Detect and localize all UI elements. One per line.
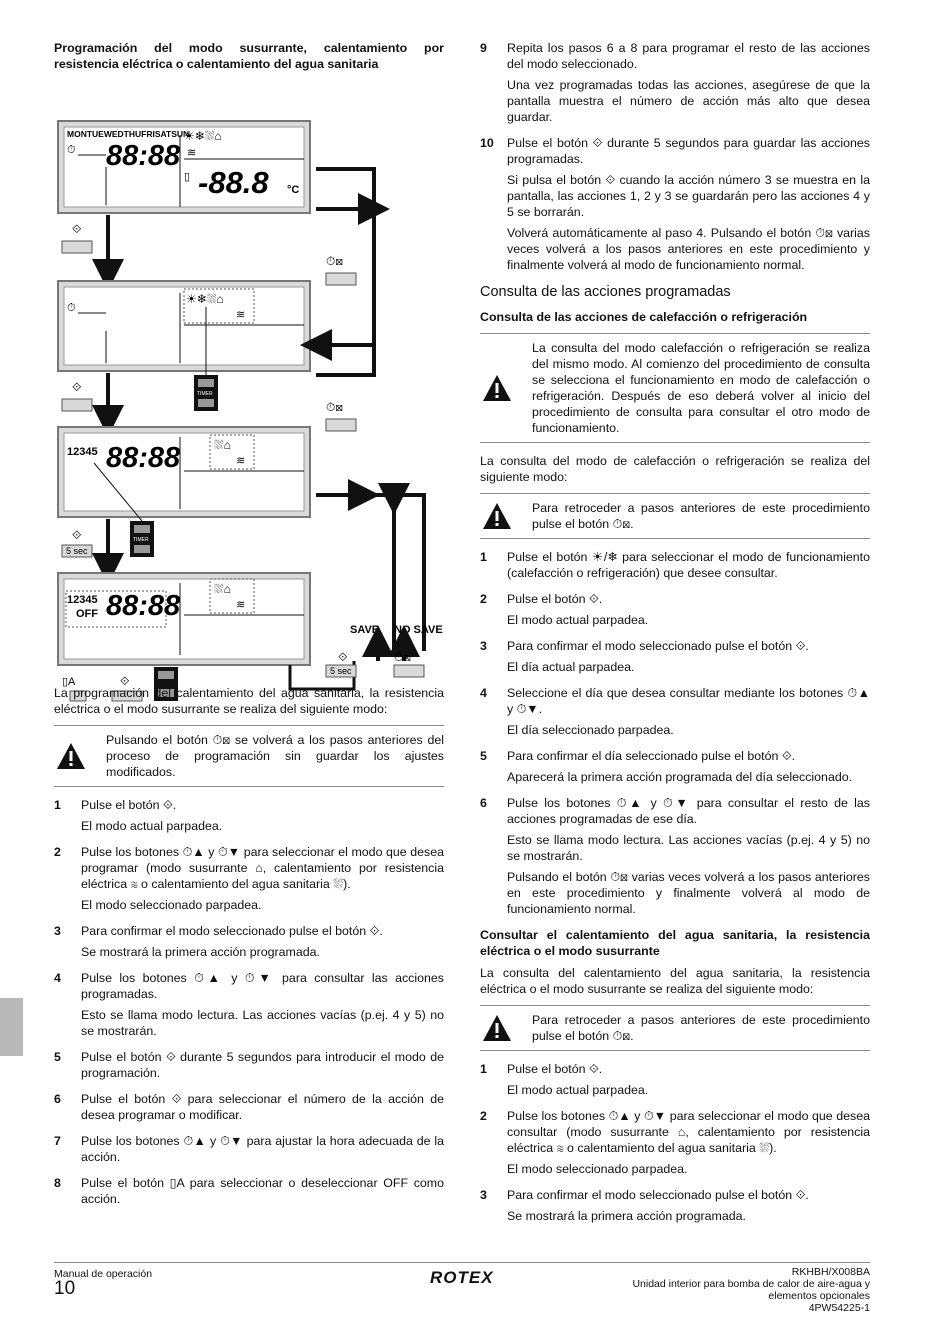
five-sec-label-1: 5 sec (66, 546, 88, 556)
svg-text:TIMER: TIMER (133, 537, 149, 543)
step-item (480, 1108, 870, 1177)
step-item (480, 748, 870, 785)
step-sub: Una vez programadas todas las acciones, asegúrese de que la pantalla muestra el número de acción más alto que desea guardar. (507, 78, 870, 124)
intro-1: La consulta del modo de calefacción o refrigeración se realiza del siguiente modo: (480, 454, 870, 484)
step-sub: Se mostrará la primera acción programada. (81, 945, 320, 959)
footer-code: 4PW54225-1 (808, 1302, 870, 1314)
step-sub: El día seleccionado parpadea. (507, 723, 674, 737)
timer-key-1[interactable] (194, 375, 218, 411)
step-number: 3 (480, 1188, 487, 1202)
warning-icon (482, 1014, 512, 1042)
step-number: 1 (480, 1062, 487, 1076)
step-text: Pulse el botón ⟐. (507, 592, 603, 606)
step-text: Pulse el botón ⟐. (507, 1062, 603, 1076)
step-number: 5 (480, 749, 487, 763)
step-text: Para confirmar el modo seleccionado pulse el botón ⟐. (507, 639, 809, 653)
sub2-title: Consultar el calentamiento del agua sanitaria, la resistencia eléctrica o el modo susurrante (480, 928, 870, 958)
step-text: Pulse los botones ⏱▲ y ⏱▼ para seleccionar el modo que desea programar (modo susurrante ⌂, calentamiento por resistencia eléctrica ≋ o calentamiento del agua sanitaria ⛆). (81, 845, 444, 891)
step-sub: El modo seleccionado parpadea. (81, 898, 262, 912)
left-column (54, 40, 444, 1217)
step-sub: Volverá automáticamente al paso 4. Pulsando el botón ⏱⊠ varias veces volverá a los pasos anteriores en este procedimiento y finalmente volverá al modo de funcionamiento normal. (507, 226, 870, 272)
warning-icon (482, 502, 512, 530)
svg-text:≋: ≋ (236, 599, 246, 611)
temp-display: -88.8 (198, 165, 269, 200)
step-text: Para confirmar el modo seleccionado pulse el botón ⟐. (507, 1188, 809, 1202)
step-sub: El modo actual parpadea. (81, 819, 223, 833)
step-sub: Esto se llama modo lectura. Las acciones vacías (p.ej. 4 y 5) no se mostrarán. (507, 833, 870, 863)
footer-model: RKHBH/X008BA (791, 1266, 870, 1278)
step-number: 3 (54, 924, 61, 938)
action-numbers: 12345 (67, 446, 98, 458)
right-column (480, 40, 870, 1234)
back-icon: ⏱⊠ (326, 254, 343, 268)
footer-right (632, 1266, 870, 1314)
warning-icon (56, 742, 86, 770)
step-number: 3 (480, 639, 487, 653)
step-text: Pulse el botón ⟐ durante 5 segundos para guardar las acciones programadas. (507, 136, 870, 166)
save-label: SAVE (350, 624, 380, 636)
step-item (54, 1133, 444, 1165)
step-number: 2 (480, 1109, 487, 1123)
svg-text:TIMER: TIMER (197, 391, 213, 397)
step-number: 2 (54, 845, 61, 859)
heater-icon: ≋ (187, 147, 197, 159)
page-number: 10 (54, 1278, 76, 1299)
step-text: Pulse el botón ⟐ durante 5 segundos para introducir el modo de programación. (81, 1050, 444, 1080)
svg-text:⏱⊠: ⏱⊠ (394, 650, 411, 664)
thermo-icon: ▯ (184, 171, 191, 183)
warning-icon (482, 374, 512, 402)
svg-text:⛆⌂: ⛆⌂ (214, 438, 231, 452)
left-intro: La programación del calentamiento del agua sanitaria, la resistencia eléctrica o el modo susurrante se realiza del siguiente modo: (54, 686, 444, 716)
steps-c (480, 1061, 870, 1224)
step-sub: El modo seleccionado parpadea. (507, 1162, 688, 1176)
days-label: MONTUEWEDTHUFRISATSUN (67, 129, 190, 139)
section-title: Consulta de las acciones programadas (480, 284, 731, 300)
step-number: 10 (480, 136, 494, 150)
step-item (480, 685, 870, 738)
step-item (54, 970, 444, 1039)
step-number: 1 (54, 798, 61, 812)
svg-text:⟐: ⟐ (72, 380, 82, 394)
step-item (54, 1049, 444, 1081)
step-text: Repita los pasos 6 a 8 para programar el resto de las acciones del modo seleccionado. (507, 41, 870, 71)
mode-icons: ☀❄⛆⌂ (184, 129, 222, 143)
step-text: Seleccione el día que desea consultar mediante los botones ⏱▲ y ⏱▼. (507, 686, 870, 716)
step-sub: Pulsando el botón ⏱⊠ varias veces volverá a los pasos anteriores en este procedimiento y finalmente volverá al modo de funcionamiento normal. (507, 870, 870, 916)
step-item (54, 1175, 444, 1207)
step-number: 4 (480, 686, 487, 700)
step-text: Para confirmar el modo seleccionado pulse el botón ⟐. (81, 924, 383, 938)
step-text: Pulse los botones ⏱▲ y ⏱▼ para seleccionar el modo que desea consultar (modo susurrante ⌂, calentamiento por resistencia eléctrica ≋ o calentamiento del agua sanitaria ⛆). (507, 1109, 870, 1155)
warning-2: Para retroceder a pasos anteriores de este procedimiento pulse el botón ⏱⊠. (480, 493, 870, 539)
clock-display-4: 88:88 (106, 590, 181, 622)
step-text: Pulse el botón ⟐. (81, 798, 177, 812)
svg-text:⏱⊠: ⏱⊠ (326, 400, 343, 414)
off-label: OFF (76, 608, 98, 620)
step-number: 1 (480, 550, 487, 564)
svg-text:⏱: ⏱ (67, 302, 76, 314)
step-number: 5 (54, 1050, 61, 1064)
step-item (480, 40, 870, 125)
lcd-panel-2 (58, 281, 310, 375)
step-number: 9 (480, 41, 487, 55)
lcd-panel-3 (58, 427, 310, 517)
timer-key-2[interactable] (130, 521, 154, 557)
svg-text:⟐: ⟐ (72, 222, 82, 236)
footer-desc1: Unidad interior para bomba de calor de aire-agua y (632, 1278, 870, 1290)
step-number: 6 (54, 1092, 61, 1106)
footer-rule (54, 1262, 870, 1263)
step-number: 7 (54, 1134, 61, 1148)
left-heading: Programación del modo susurrante, calentamiento por resistencia eléctrica o calentamiento del agua sanitaria (54, 41, 444, 71)
svg-text:≋: ≋ (236, 309, 246, 321)
svg-text:⟐: ⟐ (72, 528, 82, 542)
step-item (480, 638, 870, 675)
svg-text:⟐: ⟐ (338, 650, 348, 664)
intro-2: La consulta del calentamiento del agua sanitaria, la resistencia eléctrica o el modo susurrante se realiza del siguiente modo: (480, 966, 870, 996)
step-item (54, 797, 444, 834)
step-item (54, 923, 444, 960)
step-sub: El día actual parpadea. (507, 660, 635, 674)
footer-desc2: elementos opcionales (768, 1290, 870, 1302)
clock-display: 88:88 (106, 140, 181, 172)
warning-3: Para retroceder a pasos anteriores de este procedimiento pulse el botón ⏱⊠. (480, 1005, 870, 1051)
clock-icon: ⏱ (67, 144, 76, 156)
step-sub: Esto se llama modo lectura. Las acciones vacías (p.ej. 4 y 5) no se mostrarán. (81, 1008, 444, 1038)
step-item (480, 591, 870, 628)
step-sub: Se mostrará la primera acción programada. (507, 1209, 746, 1223)
rotex-logo: ROTEX (430, 1268, 494, 1287)
svg-text:⛆⌂: ⛆⌂ (214, 582, 231, 596)
svg-text:≋: ≋ (236, 455, 246, 467)
steps-a (480, 40, 870, 273)
footer-manual: Manual de operación (54, 1268, 153, 1280)
step-text: Pulse los botones ⏱▲ y ⏱▼ para ajustar la hora adecuada de la acción. (81, 1134, 444, 1164)
step-item (54, 844, 444, 913)
sub1-title: Consulta de las acciones de calefacción o refrigeración (480, 310, 808, 324)
step-sub: El modo actual parpadea. (507, 1083, 649, 1097)
step-item (54, 1091, 444, 1123)
lcd-panel-4 (58, 573, 310, 665)
svg-text:▯A: ▯A (62, 676, 76, 688)
temp-unit: °C (287, 184, 300, 196)
left-warning: Pulsando el botón ⏱⊠ se volverá a los pasos anteriores del proceso de programación sin guardar los ajustes modificados. (54, 725, 444, 787)
step-number: 4 (54, 971, 61, 985)
clock-display-3: 88:88 (106, 442, 181, 474)
warning-1: La consulta del modo calefacción o refrigeración se realiza del mismo modo. Al comienzo del procedimiento de consulta se selecciona el funcionamiento en modo de calefacción o refrigeración. Después de eso deberá volver al inicio del procedimiento de consulta para consultar el otro modo de funcionamiento. (480, 333, 870, 443)
side-tab (0, 998, 23, 1056)
lcd-panel-1 (58, 121, 310, 213)
step-text: Pulse el botón ▯A para seleccionar o deseleccionar OFF como acción. (81, 1176, 444, 1206)
step-item (480, 1061, 870, 1098)
step-text: Pulse el botón ☀/❄ para seleccionar el modo de funcionamiento (calefacción o refrigeración) que desee consultar. (507, 550, 870, 580)
step-text: Para confirmar el día seleccionado pulse el botón ⟐. (507, 749, 796, 763)
step-item (480, 795, 870, 917)
left-steps (54, 797, 444, 1207)
svg-text:☀❄⛆⌂: ☀❄⛆⌂ (186, 292, 224, 306)
step-number: 2 (480, 592, 487, 606)
step-text: Pulse los botones ⏱▲ y ⏱▼ para consultar las acciones programadas. (81, 971, 444, 1001)
five-sec-label-2: 5 sec (330, 666, 352, 676)
step-text: Pulse el botón ⟐ para seleccionar el número de la acción de desea programar o modificar. (81, 1092, 444, 1122)
steps-b (480, 549, 870, 917)
step-number: 6 (480, 796, 487, 810)
no-save-label: NO SAVE (394, 624, 443, 636)
step-item (480, 549, 870, 581)
step-sub: Si pulsa el botón ⟐ cuando la acción número 3 se muestra en la pantalla, las acciones 1, 2 y 3 se guardarán pero las acciones 4 y 5 se borrarán. (507, 173, 870, 219)
step-sub: Aparecerá la primera acción programada del día seleccionado. (507, 770, 853, 784)
action-numbers-4: 12345 (67, 594, 98, 606)
lcd-programming-diagram (54, 85, 446, 688)
step-text: Pulse los botones ⏱▲ y ⏱▼ para consultar el resto de las acciones programadas de ese día. (507, 796, 870, 826)
step-item (480, 1187, 870, 1224)
step-number: 8 (54, 1176, 61, 1190)
step-sub: El modo actual parpadea. (507, 613, 649, 627)
svg-text:⟐: ⟐ (120, 674, 130, 688)
step-item (480, 135, 870, 273)
